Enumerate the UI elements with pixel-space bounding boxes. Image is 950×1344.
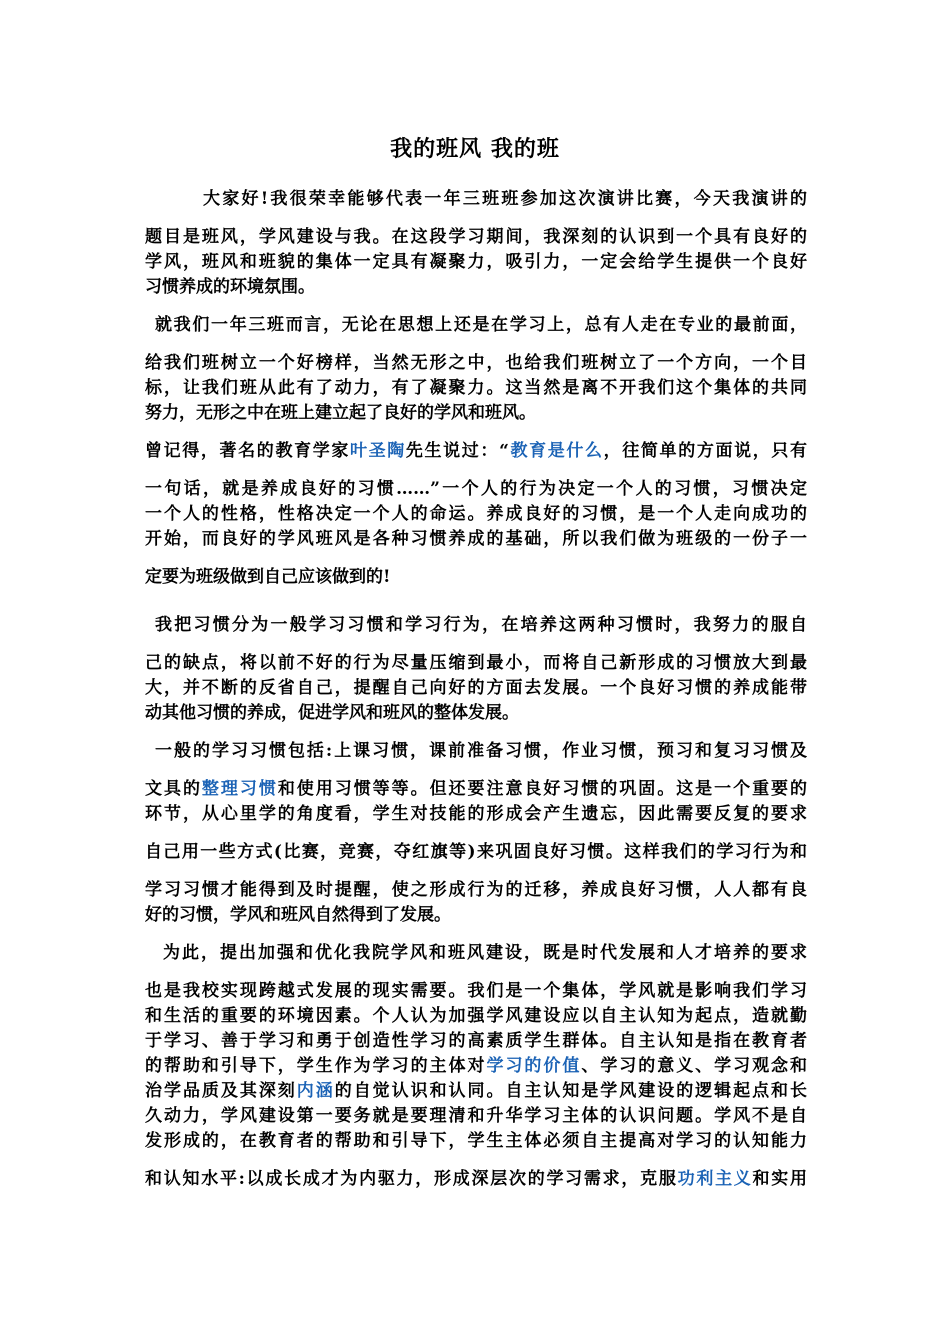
text-run: 和认知水平:以成长成才为内驱力，形成深层次的学习需求，克服 bbox=[145, 1169, 678, 1189]
paragraph-6-line-2: 也是我校实现跨越式发展的现实需要。我们是一个集体，学风就是影响我们学习 bbox=[145, 981, 807, 1001]
paragraph-5-line-6: 好的习惯，学风和班风自然得到了发展。 bbox=[145, 905, 451, 925]
link-value-of-learning[interactable]: 学习的价值 bbox=[486, 1056, 582, 1076]
link-ye-shengtao[interactable]: 叶圣陶 bbox=[349, 441, 406, 461]
paragraph-6-line-5 bbox=[145, 1054, 807, 1078]
paragraph-1-line-2: 题目是班风，学风建设与我。在这段学习期间，我深刻的认识到一个具有良好的 bbox=[145, 227, 807, 247]
text-run: 文具的 bbox=[145, 779, 202, 799]
paragraph-5-line-1: 一般的学习习惯包括:上课习惯，课前准备习惯，作业习惯，预习和复习习惯及 bbox=[155, 741, 807, 761]
link-utilitarianism[interactable]: 功利主义 bbox=[677, 1169, 753, 1189]
text-run: 的帮助和引导下，学生作为学习的主体对 bbox=[145, 1056, 487, 1076]
paragraph-2-line-1: 就我们一年三班而言，无论在思想上还是在学习上，总有人走在专业的最前面， bbox=[155, 315, 807, 335]
paragraph-1-line-1: 大家好!我很荣幸能够代表一年三班班参加这次演讲比赛，今天我演讲的 bbox=[203, 189, 807, 209]
paragraph-4-line-1: 我把习惯分为一般学习习惯和学习行为，在培养这两种习惯时，我努力的服自 bbox=[155, 615, 807, 635]
text-run: 、学习的意义、学习观念和 bbox=[581, 1056, 808, 1076]
text-run: 先生说过：“ bbox=[405, 441, 509, 461]
text-run: 和实用 bbox=[752, 1169, 808, 1189]
paragraph-6-line-4: 于学习、善于学习和勇于创造性学习的高素质学生群体。自主认知是指在教育者 bbox=[145, 1031, 807, 1051]
text-run: 和使用习惯等等。但还要注意良好习惯的巩固。这是一个重要的 bbox=[277, 779, 808, 799]
paragraph-2-line-2: 给我们班树立一个好榜样，当然无形之中，也给我们班树立了一个方向，一个目 bbox=[145, 353, 807, 373]
paragraph-5-line-3: 环节，从心里学的角度看，学生对技能的形成会产生遗忘，因此需要反复的要求 bbox=[145, 804, 807, 824]
paragraph-6-line-8: 发形成的，在教育者的帮助和引导下，学生主体必须自主提高对学习的认知能力 bbox=[145, 1131, 807, 1151]
paragraph-5-line-5: 学习习惯才能得到及时提醒，使之形成行为的迁移，养成良好习惯，人人都有良 bbox=[145, 880, 807, 900]
paragraph-3-line-4: 开始，而良好的学风班风是各种习惯养成的基础，所以我们做为班级的一份子一 bbox=[145, 529, 807, 549]
paragraph-1-line-3: 学风，班风和班貌的集体一定具有凝聚力，吸引力，一定会给学生提供一个良好 bbox=[145, 252, 807, 272]
paragraph-6-line-3: 和生活的重要的环境因素。个人认为加强学风建设应以自主认知为起点，造就勤 bbox=[145, 1006, 807, 1026]
link-connotation[interactable]: 内涵 bbox=[296, 1081, 335, 1101]
paragraph-6-line-9 bbox=[145, 1167, 807, 1191]
paragraph-5-line-2 bbox=[145, 777, 807, 801]
text-run: ，往简单的方面说，只有 bbox=[603, 441, 808, 461]
paragraph-6-line-1: 为此，提出加强和优化我院学风和班风建设，既是时代发展和人才培养的要求 bbox=[163, 943, 807, 963]
text-run: 治学品质及其深刻 bbox=[145, 1081, 297, 1101]
paragraph-3-line-5: 定要为班级做到自己应该做到的! bbox=[145, 567, 391, 587]
paragraph-6-line-7: 久动力，学风建设第一要务就是要理清和升华学习主体的认识问题。学风不是自 bbox=[145, 1106, 807, 1126]
paragraph-5-line-4: 自己用一些方式(比赛，竞赛，夺红旗等)来巩固良好习惯。这样我们的学习行为和 bbox=[145, 842, 807, 862]
paragraph-4-line-3: 大，并不断的反省自己，提醒自己向好的方面去发展。一个良好习惯的养成能带 bbox=[145, 678, 807, 698]
page-title: 我的班风 我的班 bbox=[390, 136, 560, 162]
link-organize-habits[interactable]: 整理习惯 bbox=[201, 779, 278, 799]
text-run: 曾记得，著名的教育学家 bbox=[145, 441, 350, 461]
paragraph-2-line-3: 标，让我们班从此有了动力，有了凝聚力。这当然是离不开我们这个集体的共同 bbox=[145, 378, 807, 398]
paragraph-3-line-1 bbox=[145, 439, 807, 463]
paragraph-4-line-4: 动其他习惯的养成，促进学风和班风的整体发展。 bbox=[145, 703, 519, 723]
paragraph-1-line-4: 习惯养成的环境氛围。 bbox=[145, 277, 315, 297]
text-run: 的自觉认识和认同。自主认知是学风建设的逻辑起点和长 bbox=[334, 1081, 808, 1101]
paragraph-4-line-2: 己的缺点，将以前不好的行为尽量压缩到最小，而将自己新形成的习惯放大到最 bbox=[145, 653, 807, 673]
paragraph-3-line-2: 一句话，就是养成良好的习惯……”一个人的行为决定一个人的习惯，习惯决定 bbox=[145, 479, 807, 499]
link-what-is-education[interactable]: 教育是什么 bbox=[508, 441, 604, 461]
paragraph-2-line-4: 努力，无形之中在班上建立起了良好的学风和班风。 bbox=[145, 403, 536, 423]
paragraph-3-line-3: 一个人的性格，性格决定一个人的命运。养成良好的习惯，是一个人走向成功的 bbox=[145, 504, 807, 524]
paragraph-6-line-6 bbox=[145, 1079, 807, 1103]
